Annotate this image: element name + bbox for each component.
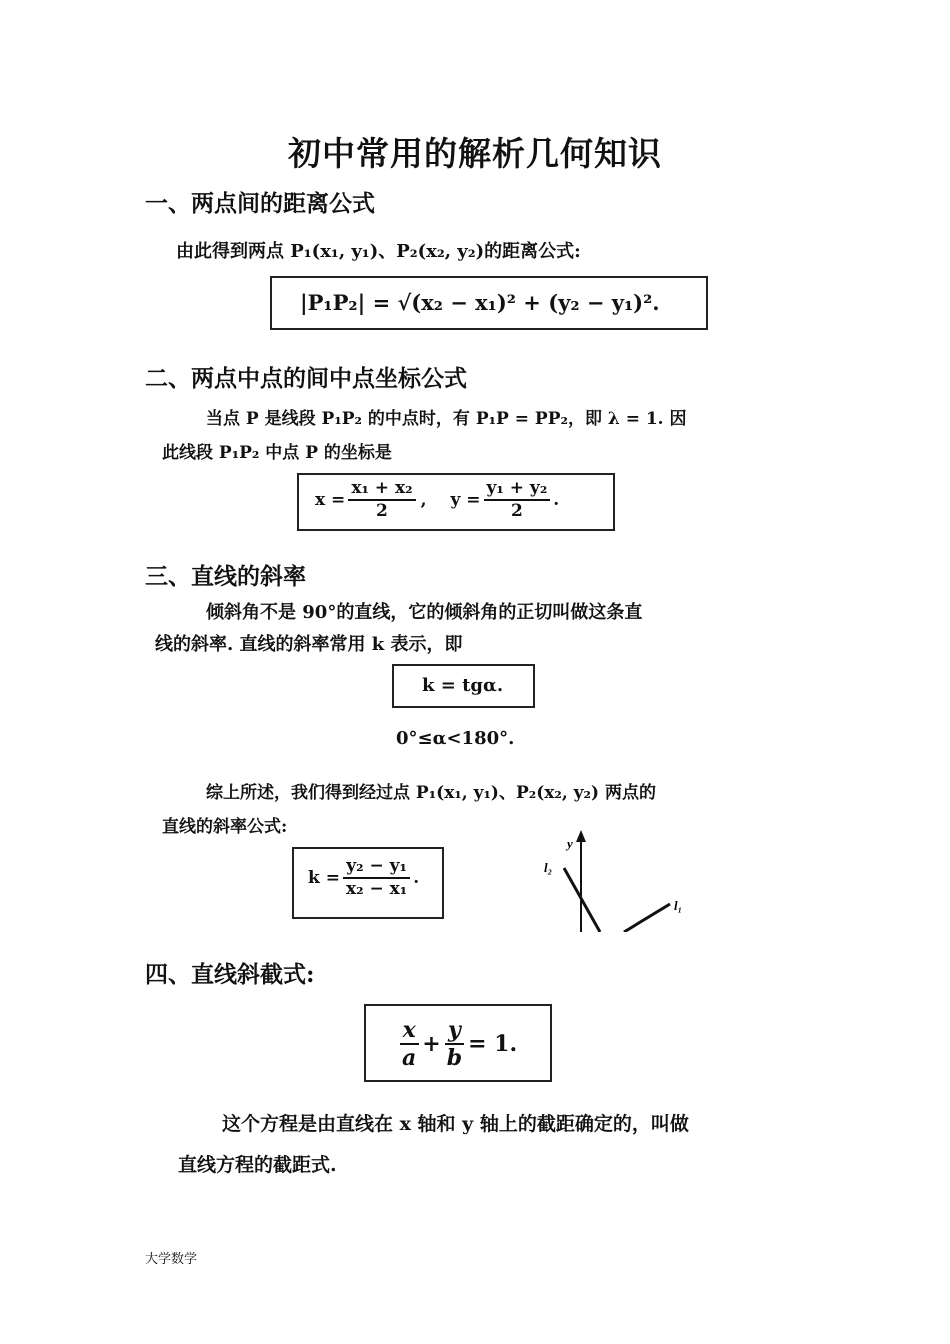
midpoint-x-denominator: 2 bbox=[376, 500, 388, 521]
intercept-formula bbox=[396, 1018, 517, 1070]
section-2-text-2: 此线段 P₁P₂ 中点 P 的坐标是 bbox=[162, 443, 392, 463]
section-2-text-1: 当点 P 是线段 P₁P₂ 的中点时，有 P₁P = PP₂，即 λ = 1. 因 bbox=[206, 409, 687, 429]
midpoint-x-numerator: x₁ + x₂ bbox=[348, 479, 415, 501]
distance-formula: |P₁P₂| = √(x₂ − x₁)² + (y₂ − y₁)². bbox=[300, 290, 660, 315]
intercept-fraction-y bbox=[444, 1018, 465, 1070]
midpoint-y-numerator: y₁ + y₂ bbox=[484, 479, 551, 501]
section-3-text-2: 线的斜率. 直线的斜率常用 k 表示，即 bbox=[155, 634, 463, 655]
midpoint-separator: , bbox=[420, 489, 427, 510]
intercept-end: = 1. bbox=[468, 1031, 518, 1058]
angle-range: 0°≤α<180°. bbox=[396, 728, 515, 749]
l2-label: l₂ bbox=[544, 860, 553, 875]
midpoint-x-lhs: x = bbox=[315, 489, 346, 510]
section-3-text-1: 倾斜角不是 90°的直线，它的倾斜角的正切叫做这条直 bbox=[206, 602, 643, 623]
midpoint-formula-box bbox=[297, 473, 615, 531]
y-axis-arrow bbox=[576, 830, 586, 842]
slope-definition-formula: k = tgα. bbox=[422, 675, 504, 696]
page-title: 初中常用的解析几何知识 bbox=[288, 134, 662, 173]
section-3-heading: 三、直线的斜率 bbox=[145, 563, 306, 590]
slope-denominator: x₂ − x₁ bbox=[345, 878, 408, 899]
intercept-fraction-x bbox=[399, 1018, 419, 1070]
distance-formula-box bbox=[270, 276, 708, 330]
section-4-text-2: 直线方程的截距式. bbox=[178, 1154, 337, 1176]
midpoint-x-fraction bbox=[348, 479, 415, 520]
intercept-plus: + bbox=[422, 1031, 441, 1058]
section-1-text: 由此得到两点 P₁(x₁, y₁)、P₂(x₂, y₂)的距离公式: bbox=[176, 241, 581, 262]
intercept-formula-box bbox=[364, 1004, 552, 1082]
slope-definition-box bbox=[392, 664, 535, 708]
section-4-text-1: 这个方程是由直线在 x 轴和 y 轴上的截距确定的，叫做 bbox=[222, 1113, 689, 1135]
intercept-denominator-a: a bbox=[402, 1045, 417, 1072]
midpoint-y-fraction bbox=[484, 479, 551, 520]
section-2-heading: 二、两点中点的间中点坐标公式 bbox=[145, 365, 467, 392]
midpoint-y-denominator: 2 bbox=[510, 500, 523, 521]
slope-formula-box bbox=[292, 847, 444, 919]
midpoint-formula bbox=[315, 479, 559, 520]
slope-graph bbox=[540, 828, 700, 932]
y-axis-label: y bbox=[567, 836, 573, 851]
slope-formula bbox=[308, 857, 419, 898]
section-4-heading: 四、直线斜截式: bbox=[145, 961, 315, 988]
slope-fraction bbox=[343, 857, 410, 898]
section-3-text-3: 综上所述，我们得到经过点 P₁(x₁, y₁)、P₂(x₂, y₂) 两点的 bbox=[206, 783, 656, 803]
intercept-numerator-y: y bbox=[445, 1018, 464, 1045]
l1-label: l₁ bbox=[674, 898, 683, 913]
slope-numerator: y₂ − y₁ bbox=[343, 857, 410, 879]
midpoint-end: . bbox=[553, 489, 560, 510]
slope-end: . bbox=[413, 867, 420, 888]
section-1-heading: 一、两点间的距离公式 bbox=[145, 190, 375, 217]
section-3-text-4: 直线的斜率公式: bbox=[162, 817, 288, 837]
footer-label: 大学数学 bbox=[145, 1252, 198, 1267]
intercept-numerator-x: x bbox=[400, 1018, 419, 1045]
slope-lhs: k = bbox=[308, 867, 340, 888]
midpoint-y-lhs: y = bbox=[450, 489, 481, 510]
line-l1 bbox=[624, 904, 670, 932]
intercept-denominator-b: b bbox=[446, 1045, 463, 1072]
